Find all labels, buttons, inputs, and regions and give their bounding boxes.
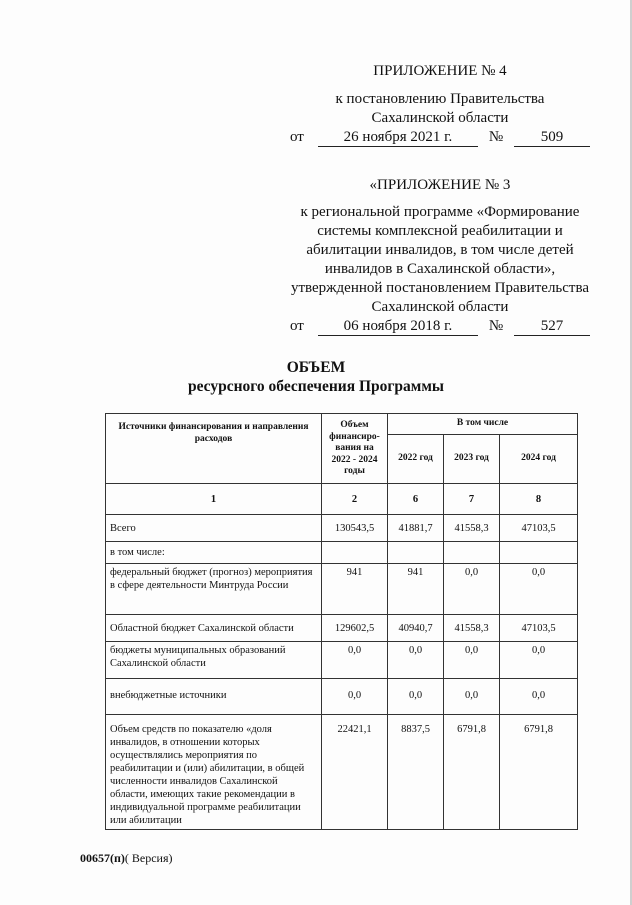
appendix-3-title: «ПРИЛОЖЕНИЕ № 3 — [369, 177, 511, 193]
row-total: 0,0 — [322, 679, 388, 715]
row-name: Всего — [106, 515, 322, 542]
row-total: 22421,1 — [322, 715, 388, 830]
row-2024: 0,0 — [500, 642, 578, 679]
table-row — [106, 715, 578, 830]
appendix-3-reference — [290, 317, 590, 336]
document-title — [0, 358, 632, 396]
row-2023: 6791,8 — [444, 715, 500, 830]
decree-date: 26 ноября 2021 г. — [318, 129, 478, 147]
row-total: 129602,5 — [322, 615, 388, 642]
row-total: 0,0 — [322, 642, 388, 679]
appendix-4-line2: Сахалинской области — [371, 110, 509, 126]
row-name: Объем средств по показателю «доля инвалидов, в отношении которых осуществлялись мероприятия по реабилитации и (или) абилитации, в общей численности инвалидов Сахалинской области, имеющих такие рекомендации в индивидуальной программе реабилитации или абилитации — [106, 715, 322, 830]
row-2024: 47103,5 — [500, 515, 578, 542]
row-2024: 47103,5 — [500, 615, 578, 642]
appendix-4-line1: к постановлению Правительства — [335, 91, 545, 107]
index-cell: 6 — [388, 484, 444, 515]
header-sources: Источники финансирования и направления расходов — [106, 414, 322, 484]
appendix-4-reference — [290, 128, 590, 147]
row-2022: 8837,5 — [388, 715, 444, 830]
table-header-row — [106, 414, 578, 435]
row-2022: 941 — [388, 564, 444, 615]
row-total: 130543,5 — [322, 515, 388, 542]
number-label: № — [488, 129, 504, 145]
index-cell: 8 — [500, 484, 578, 515]
table-index-row — [106, 484, 578, 515]
table-row — [106, 515, 578, 542]
program-line-2: системы комплексной реабилитации и — [317, 223, 563, 239]
row-2023: 41558,3 — [444, 615, 500, 642]
row-2024: 0,0 — [500, 679, 578, 715]
appendix-4-title: ПРИЛОЖЕНИЕ № 4 — [373, 63, 507, 79]
row-name: бюджеты муниципальных образований Сахалинской области — [106, 642, 322, 679]
program-line-6: Сахалинской области — [371, 299, 509, 315]
row-2022 — [388, 542, 444, 564]
appendix-4-header — [290, 62, 590, 147]
appendix-3-header — [290, 176, 590, 336]
table-row — [106, 679, 578, 715]
row-name: Областной бюджет Сахалинской области — [106, 615, 322, 642]
title-line-2: ресурсного обеспечения Программы — [187, 378, 445, 395]
row-2022: 0,0 — [388, 679, 444, 715]
row-2024: 6791,8 — [500, 715, 578, 830]
row-name: в том числе: — [106, 542, 322, 564]
row-total — [322, 542, 388, 564]
row-2024 — [500, 542, 578, 564]
decree-number: 509 — [514, 129, 590, 147]
footer — [80, 851, 173, 866]
row-2023: 0,0 — [444, 642, 500, 679]
document-code: 00657(п) — [80, 851, 125, 865]
header-volume: Объем финансиро-вания на 2022 - 2024 годы — [322, 414, 388, 484]
program-number: 527 — [514, 318, 590, 336]
row-2023: 41558,3 — [444, 515, 500, 542]
row-2022: 40940,7 — [388, 615, 444, 642]
title-line-1: ОБЪЕМ — [286, 359, 346, 376]
index-cell: 2 — [322, 484, 388, 515]
program-line-1: к региональной программе «Формирование — [300, 204, 580, 220]
row-2022: 0,0 — [388, 642, 444, 679]
index-cell: 1 — [106, 484, 322, 515]
table-row — [106, 564, 578, 615]
header-2022: 2022 год — [388, 435, 444, 484]
row-2023 — [444, 542, 500, 564]
header-including: В том числе — [388, 414, 578, 435]
from-label: от — [290, 318, 304, 334]
row-total: 941 — [322, 564, 388, 615]
table-row — [106, 542, 578, 564]
row-2024: 0,0 — [500, 564, 578, 615]
program-line-3: абилитации инвалидов, в том числе детей — [306, 242, 574, 258]
row-2022: 41881,7 — [388, 515, 444, 542]
table-row — [106, 615, 578, 642]
header-2023: 2023 год — [444, 435, 500, 484]
program-line-4: инвалидов в Сахалинской области», — [324, 261, 556, 277]
number-label: № — [488, 318, 504, 334]
row-2023: 0,0 — [444, 679, 500, 715]
row-2023: 0,0 — [444, 564, 500, 615]
program-date: 06 ноября 2018 г. — [318, 318, 478, 336]
table-row — [106, 642, 578, 679]
version-label: ( Версия) — [124, 851, 173, 865]
index-cell: 7 — [444, 484, 500, 515]
resource-table — [105, 413, 578, 830]
header-2024: 2024 год — [500, 435, 578, 484]
row-name: федеральный бюджет (прогноз) мероприятия в сфере деятельности Минтруда России — [106, 564, 322, 615]
from-label: от — [290, 129, 304, 145]
program-line-5: утвержденной постановлением Правительства — [290, 280, 590, 296]
row-name: внебюджетные источники — [106, 679, 322, 715]
